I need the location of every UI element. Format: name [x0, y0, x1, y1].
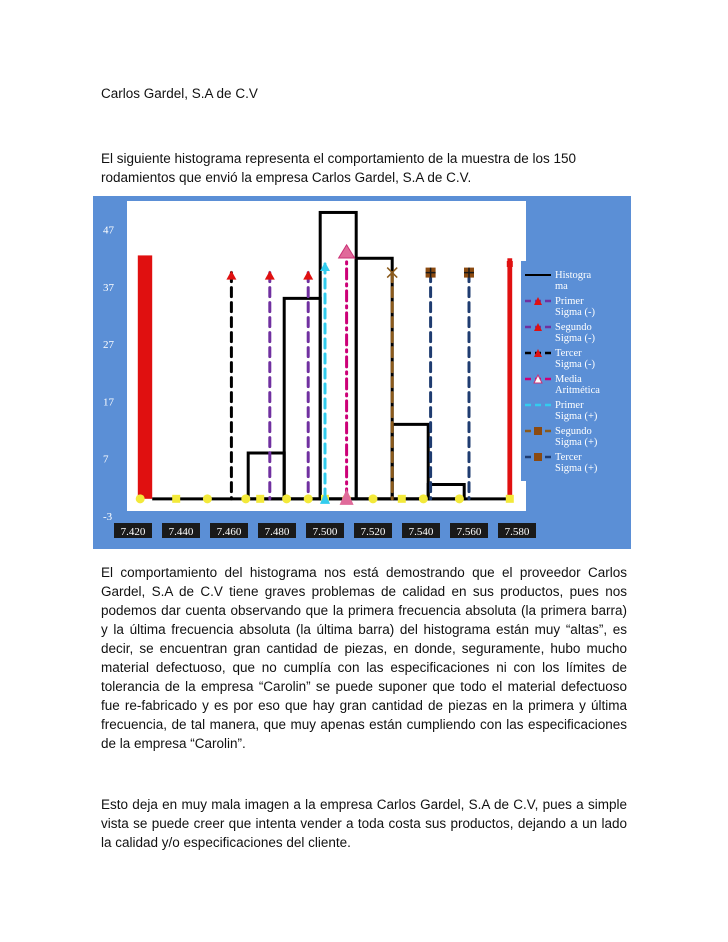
x-tick-label: [258, 523, 296, 538]
baseline-marker: [455, 494, 464, 503]
baseline-marker: [282, 494, 291, 503]
svg-text:ma: ma: [555, 281, 568, 292]
svg-text:Sigma (+): Sigma (+): [555, 437, 598, 448]
histogram-bar-edge: [138, 255, 152, 498]
baseline-marker: [369, 494, 378, 503]
baseline-marker: [256, 495, 264, 503]
y-tick-label: 7: [103, 453, 109, 466]
svg-text:Sigma (-): Sigma (-): [555, 333, 595, 344]
svg-text:7.560: 7.560: [456, 526, 482, 538]
svg-text:Sigma (+): Sigma (+): [555, 463, 598, 474]
svg-text:Segundo: Segundo: [555, 322, 592, 333]
svg-text:Tercer: Tercer: [555, 452, 582, 463]
x-tick-label: [450, 523, 488, 538]
legend-box: [521, 261, 623, 481]
svg-text:7.460: 7.460: [216, 526, 242, 538]
y-tick-label: 47: [103, 224, 114, 237]
y-tick-label: 17: [103, 396, 114, 409]
baseline-marker: [203, 494, 212, 503]
svg-text:Sigma (-): Sigma (-): [555, 307, 595, 318]
x-tick-label: [402, 523, 440, 538]
x-tick-label: [498, 523, 536, 538]
baseline-marker: [304, 494, 313, 503]
svg-text:Segundo: Segundo: [555, 426, 592, 437]
x-tick-label: [162, 523, 200, 538]
intro-paragraph: El siguiente histograma representa el comportamiento de la muestra de los 150 rodamientos que envió la empresa Carlos Gardel, S.A de C.V.: [101, 151, 577, 185]
y-tick-label: 37: [103, 281, 114, 294]
svg-text:7.540: 7.540: [408, 526, 434, 538]
x-tick-label: [306, 523, 344, 538]
svg-text:Media: Media: [555, 374, 582, 385]
baseline-marker: [506, 495, 514, 503]
y-tick-label: -3: [103, 511, 113, 523]
x-tick-label: [114, 523, 152, 538]
svg-text:Tercer: Tercer: [555, 348, 582, 359]
svg-text:7.440: 7.440: [168, 526, 194, 538]
svg-text:7.520: 7.520: [360, 526, 386, 538]
svg-text:Histogra: Histogra: [555, 270, 592, 281]
svg-text:Primer: Primer: [555, 296, 584, 307]
y-tick-label: 27: [103, 339, 114, 352]
svg-text:Primer: Primer: [555, 400, 584, 411]
svg-text:7.420: 7.420: [120, 526, 146, 538]
x-tick-label: [354, 523, 392, 538]
baseline-marker: [136, 494, 145, 503]
analysis-paragraph: El comportamiento del histograma nos está demostrando que el proveedor Carlos Gardel, S.A de C.V tiene graves problemas de calidad en sus productos, pues nos podemos dar cuenta observando que la primera frecuencia absoluta (la primera barra) y la última frecuencia absoluta (la última barra) del histograma están muy “altas”, es decir, se encuentran gran cantidad de piezas, en donde, seguramente, hubo mucho material defectuoso, que no cumplía con las especificaciones ni con los límites de tolerancia de la empresa “Carolin” se puede suponer que todo el material defectuoso fue re-fabricado y es por eso que hay gran cantidad de piezas en la primera y última frecuencia, de tal manera, que muy apenas están cumpliendo con las especificaciones de la empresa “Carolin”.: [101, 565, 627, 751]
conclusion-paragraph: Esto deja en muy mala imagen a la empresa Carlos Gardel, S.A de C.V, pues a simple vista se puede creer que intenta vender a toda costa sus productos, dejando a un lado la calidad y/o especificaciones del cliente.: [101, 797, 627, 850]
baseline-marker: [172, 495, 180, 503]
svg-text:7.500: 7.500: [312, 526, 338, 538]
svg-text:Sigma (-): Sigma (-): [555, 359, 595, 370]
svg-text:7.580: 7.580: [504, 526, 530, 538]
svg-text:Aritmética: Aritmética: [555, 385, 600, 396]
baseline-marker: [419, 494, 428, 503]
baseline-marker: [241, 494, 250, 503]
svg-text:7.480: 7.480: [264, 526, 290, 538]
baseline-marker: [398, 495, 406, 503]
document-heading: Carlos Gardel, S.A de C.V: [101, 86, 258, 101]
x-tick-label: [210, 523, 248, 538]
series-marker: [507, 261, 513, 267]
histogram-chart: [93, 196, 631, 549]
svg-text:Sigma (+): Sigma (+): [555, 411, 598, 422]
